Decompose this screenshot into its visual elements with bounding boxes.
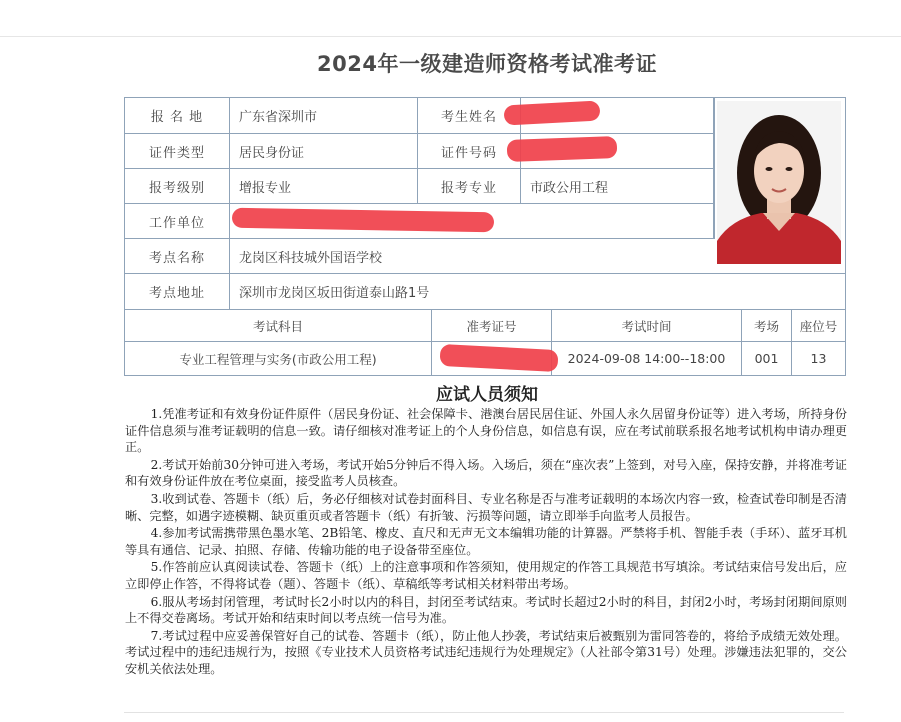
notice-body: [125, 406, 847, 679]
notice-item: 6.服从考场封闭管理，考试时长2小时以内的科目，封闭至考试结束。考试时长超过2小时的科目，封闭2小时，考场封闭期间原则上不得交卷离场。考试开始和结束时间以考点统一信号为准。: [125, 594, 847, 626]
top-divider: [0, 36, 901, 37]
candidate-photo: [717, 101, 841, 264]
exam-location-value: 广东省深圳市: [230, 98, 418, 134]
address-label: 考点地址: [125, 274, 230, 310]
notice-item: 2.考试开始前30分钟可进入考场，考试开始5分钟后不得入场。入场后，须在“座次表”上签到，对号入座，保持安静，并将准考证和有效身份证件放在考位桌面，接受监考人员核查。: [125, 457, 847, 489]
level-label: 报考级别: [125, 169, 230, 204]
notice-title: 应试人员须知: [436, 385, 538, 405]
candidate-photo-image: [717, 101, 841, 264]
venue-value: 龙岗区科技城外国语学校: [230, 239, 845, 274]
employer-label: 工作单位: [125, 204, 230, 239]
header-seat: 座位号: [792, 310, 845, 342]
seat-number: 13: [810, 351, 827, 366]
id-type-label: 证件类型: [125, 134, 230, 169]
exam-subject: 专业工程管理与实务(市政公用工程): [125, 342, 432, 375]
header-room: 考场: [742, 310, 792, 342]
notice-item: 1.凭准考证和有效身份证件原件（居民身份证、社会保障卡、港澳台居民居住证、外国人永久居留身份证等）进入考场，所持身份证件信息须与准考证载明的信息一致。请仔细核对准考证上的个人身份信息，如信息有误，应在考试前联系报名地考试机构申请办理更正。: [125, 407, 847, 455]
exam-room: 001: [742, 342, 792, 375]
notice-item: 4.参加考试需携带黑色墨水笔、2B铅笔、橡皮、直尺和无声无文本编辑功能的计算器。严禁将手机、智能手表（手环）、蓝牙耳机等具有通信、记录、拍照、存储、传输功能的电子设备带至座位。: [125, 526, 847, 557]
level-value: 增报专业: [230, 169, 418, 204]
major-value: 市政公用工程: [521, 169, 714, 204]
exam-time: 2024-09-08 14:00--18:00: [552, 342, 742, 375]
name-label: 考生姓名: [418, 98, 521, 134]
photo-column-divider: [714, 98, 715, 239]
notice-item: 7.考试过程中应妥善保管好自己的试卷、答题卡（纸），防止他人抄袭，考试结束后被甄别为雷同答卷的，将给予成绩无效处理。考试过程中的违纪违规行为，按照《专业技术人员资格考试违纪违规行为处理规定》（人社部令第31号）处理。涉嫌违法犯罪的，交公安机关依法处理。: [125, 628, 847, 676]
bottom-divider: [124, 712, 844, 713]
id-number-label: 证件号码: [418, 134, 521, 169]
venue-label: 考点名称: [125, 239, 230, 274]
header-subject: 考试科目: [125, 310, 432, 342]
address-value: 深圳市龙岗区坂田街道泰山路1号: [230, 274, 845, 310]
exam-location-label: 报 名 地: [125, 98, 230, 134]
header-ticket-number: 准考证号: [432, 310, 552, 342]
notice-item: 3.收到试卷、答题卡（纸）后，务必仔细核对试卷封面科目、专业名称是否与准考证载明的本场次内容一致，检查试卷印制是否清晰、完整，如遇字迹模糊、缺页重页或者答题卡（纸）有折皱、污损等问题，请立即举手向监考人员报告。: [125, 491, 847, 523]
major-label: 报考专业: [418, 169, 521, 204]
notice-item: 5.作答前应认真阅读试卷、答题卡（纸）上的注意事项和作答须知，使用规定的作答工具规范书写填涂。考试结束信号发出后，应立即停止作答，不得将试卷（题）、答题卡（纸）、草稿纸等考试相关材料带出考场。: [125, 560, 847, 591]
page-title: 2024年一级建造师资格考试准考证: [317, 52, 657, 76]
redaction-mark-id-number: [507, 136, 618, 162]
header-exam-time: 考试时间: [552, 310, 742, 342]
id-type-value: 居民身份证: [230, 134, 418, 169]
